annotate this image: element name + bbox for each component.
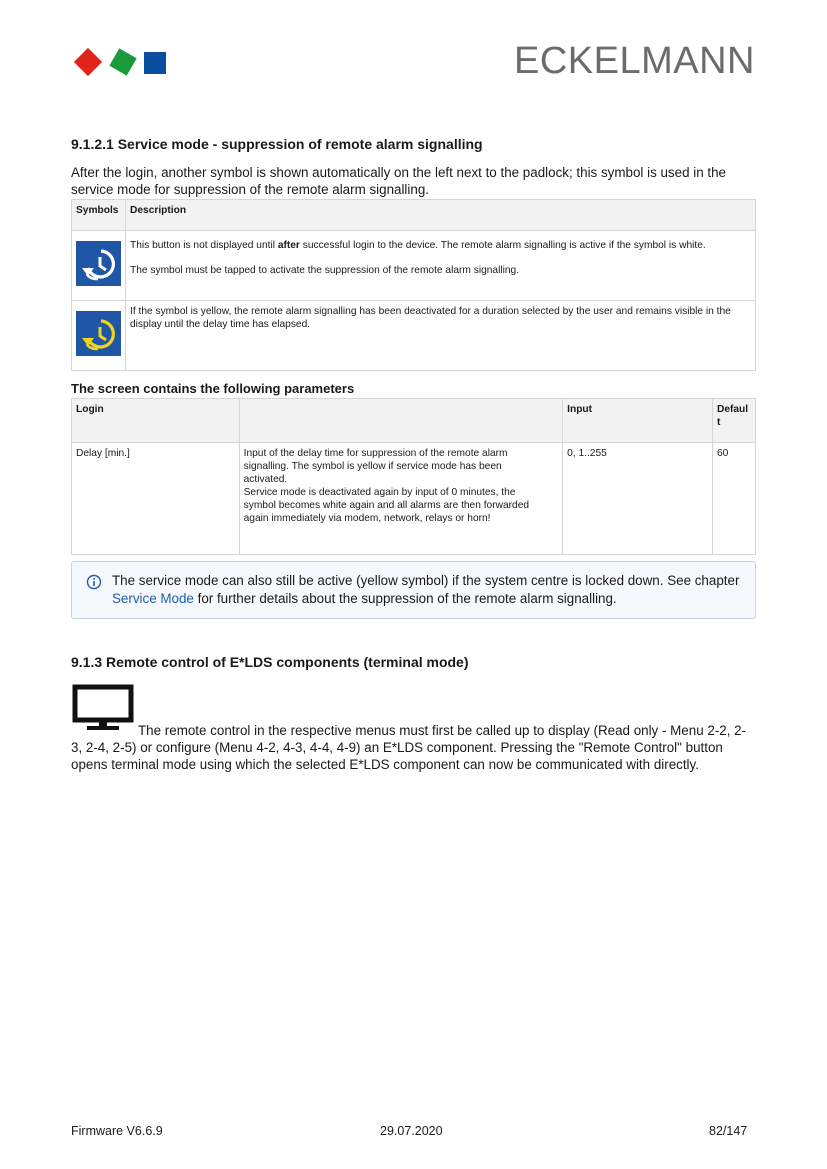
eckelmann-squares-logo [72,44,168,80]
info-icon [86,574,102,590]
parameters-table [71,398,756,555]
col-default: Default [712,399,755,443]
col-login: Login [72,399,240,443]
col-description: Description [126,200,756,231]
param-name: Delay [min.] [72,443,240,555]
symbol-cell-yellow [72,301,126,371]
remote-alarm-white-icon [76,241,121,286]
col-symbols: Symbols [72,200,126,231]
remote-control-paragraph: The remote control in the respective menus must first be called up to display (Read only - Menu 2-2, 2-3, 2-4, 2-5) or configure (Menu 4-2, 4-3, 4-4, 4-9) an E*LDS component. Pressing the "Remote Control" button opens terminal mode using which the selected E*LDS component can now be communicated with directly. [71,723,747,772]
col-blank [239,399,563,443]
parameters-heading: The screen contains the following parameters [71,381,355,396]
description-cell-white: This button is not displayed until after successful login to the device. The remote alarm signalling is active if the symbol is white. The symbol must be tapped to activate the suppression of the remote alarm signalling. [126,231,756,301]
param-default: 60 [712,443,755,555]
section-heading-remote-control: 9.1.3 Remote control of E*LDS components (terminal mode) [71,654,469,670]
col-input: Input [563,399,713,443]
remote-alarm-yellow-icon [76,311,121,356]
param-description: Input of the delay time for suppression of the remote alarm signalling. The symbol is yellow if service mode has been activated. Service mode is deactivated again by input of 0 minutes, the symbol becomes white again and all alarms are then forwarded again immediately via modem, network, relays or horn! [239,443,563,555]
footer-page-number: 82/147 [709,1124,748,1138]
symbols-table [71,199,756,371]
footer-date: 29.07.2020 [380,1124,443,1138]
info-box [71,561,756,619]
param-input: 0, 1..255 [563,443,713,555]
info-text: The service mode can also still be active (yellow symbol) if the system centre is locked down. See chapter Service Mode for further details about the suppression of the remote alarm signalling. [112,573,740,606]
service-mode-link[interactable]: Service Mode [112,591,194,606]
brand-name: ECKELMANN [514,40,755,82]
symbol-cell-white [72,231,126,301]
description-cell-yellow: If the symbol is yellow, the remote alarm signalling has been deactivated for a duration selected by the user and remains visible in the display until the delay time has elapsed. [126,301,756,371]
footer-firmware: Firmware V6.6.9 [71,1124,163,1138]
section-heading-service-mode: 9.1.2.1 Service mode - suppression of remote alarm signalling [71,136,483,152]
intro-paragraph: After the login, another symbol is shown automatically on the left next to the padlock; this symbol is used in the service mode for suppression of the remote alarm signalling. [71,165,727,197]
